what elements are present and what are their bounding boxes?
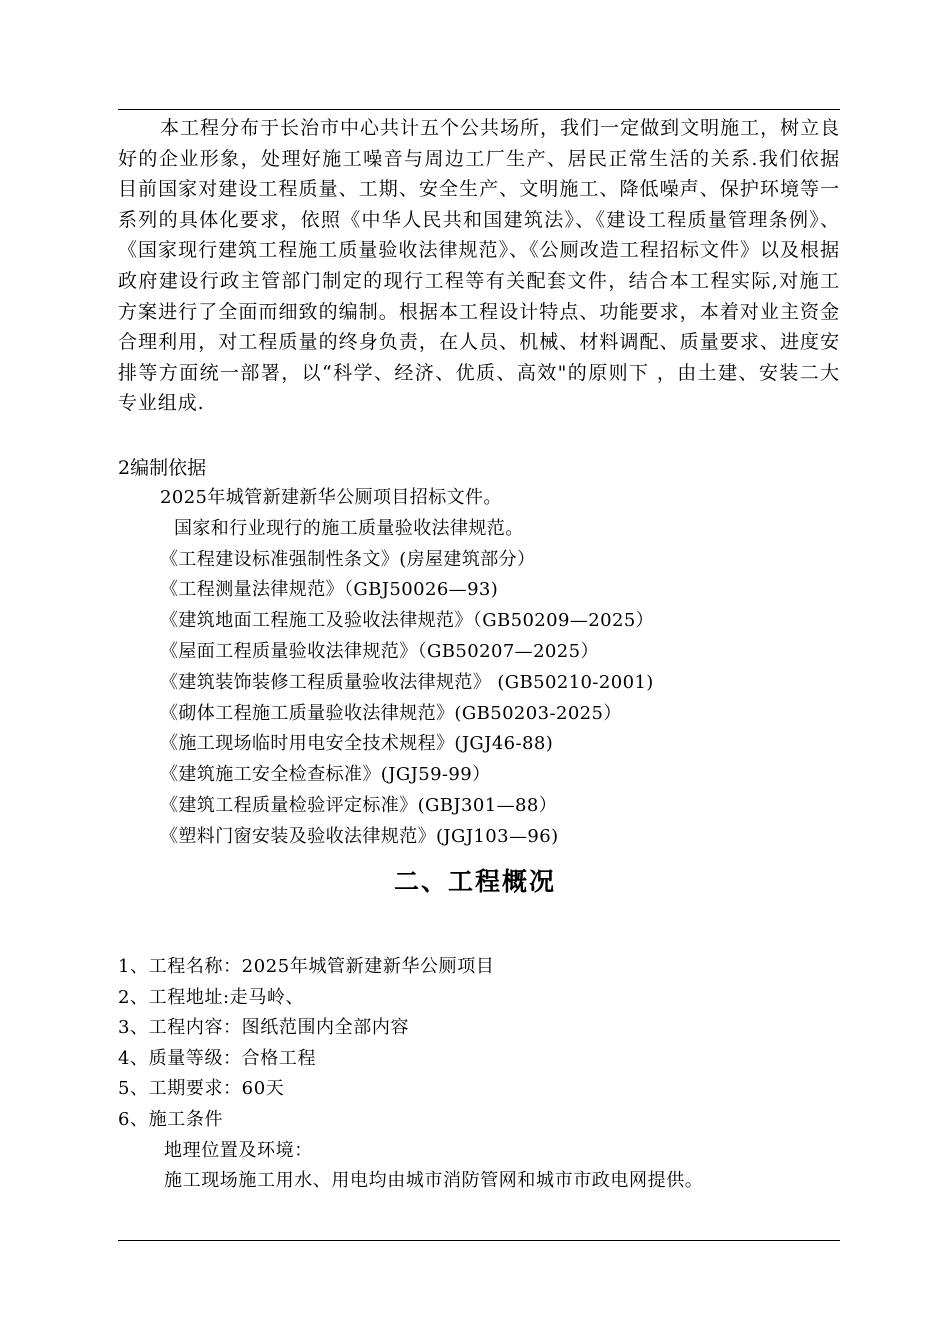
basis-item: 《建筑施工安全检查标准》(JGJ59-99） [160,764,491,786]
chapter-title: 二、工程概况 [393,867,556,896]
basis-item: 《建筑装饰装修工程质量验收法律规范》 (GB50210-2001) [160,671,654,693]
overview-item: 2、工程地址:走马岭、 [118,986,305,1008]
basis-item: 《工程建设标准强制性条文》(房屋建筑部分） [160,548,536,570]
basis-item: 《工程测量法律规范》（GBJ50026—93) [160,579,499,601]
basis-item: 《施工现场临时用电安全技术规程》(JGJ46-88) [160,733,554,755]
basis-list [160,483,654,853]
intro-paragraph: 本工程分布于长治市中心共计五个公共场所，我们一定做到文明施工，树立良好的企业形象，处理好施工噪音与周边工厂生产、居民正常生活的关系.我们依据目前国家对建设工程质量、工期、安全生产、文明施工、降低噪声、保护环境等一系列的具体化要求，依照《中华人民共和国建筑法》、《建设工程质量管理条例》、《国家现行建筑工程施工质量验收法律规范》、《公厕改造工程招标文件》以及根据政府建设行政主管部门制定的现行工程等有关配套文件，结合本工程实际,对施工方案进行了全面而细致的编制。根据本工程设计特点、功能要求，本着对业主资金合理利用，对工程质量的终身负责，在人员、机械、材料调配、质量要求、进度安排等方面统一部署，以“科学、经济、优质、高效"的原则下 ，由土建、安装二大专业组成. [118,117,840,415]
basis-item: 《塑料门窗安装及验收法律规范》(JGJ103—96) [160,825,559,847]
overview-sub-item: 地理位置及环境： [164,1139,313,1161]
basis-item: 《屋面工程质量验收法律规范》（GB50207—2025） [160,640,599,662]
section-heading-basis: 2编制依据 [118,457,207,479]
overview-item: 6、施工条件 [118,1108,224,1130]
header-rule [118,109,840,110]
overview-sub-item: 施工现场施工用水、用电均由城市消防管网和城市市政电网提供。 [164,1170,704,1192]
basis-item: 国家和行业现行的施工质量验收法律规范。 [174,517,524,539]
overview-list [118,952,703,1197]
basis-item: 《建筑地面工程施工及验收法律规范》（GB50209—2025） [160,610,655,632]
overview-item: 3、工程内容：图纸范围内全部内容 [118,1017,410,1039]
basis-item: 2025年城管新建新华公厕项目招标文件。 [160,487,502,508]
footer-rule [118,1240,840,1241]
basis-item: 《砌体工程施工质量验收法律规范》(GB50203-2025） [160,702,622,724]
overview-item: 5、工期要求：60天 [118,1078,285,1100]
overview-item: 4、质量等级：合格工程 [118,1047,317,1069]
basis-item: 《建筑工程质量检验评定标准》(GBJ301—88） [160,794,558,816]
overview-item: 1、工程名称：2025年城管新建新华公厕项目 [118,956,495,977]
